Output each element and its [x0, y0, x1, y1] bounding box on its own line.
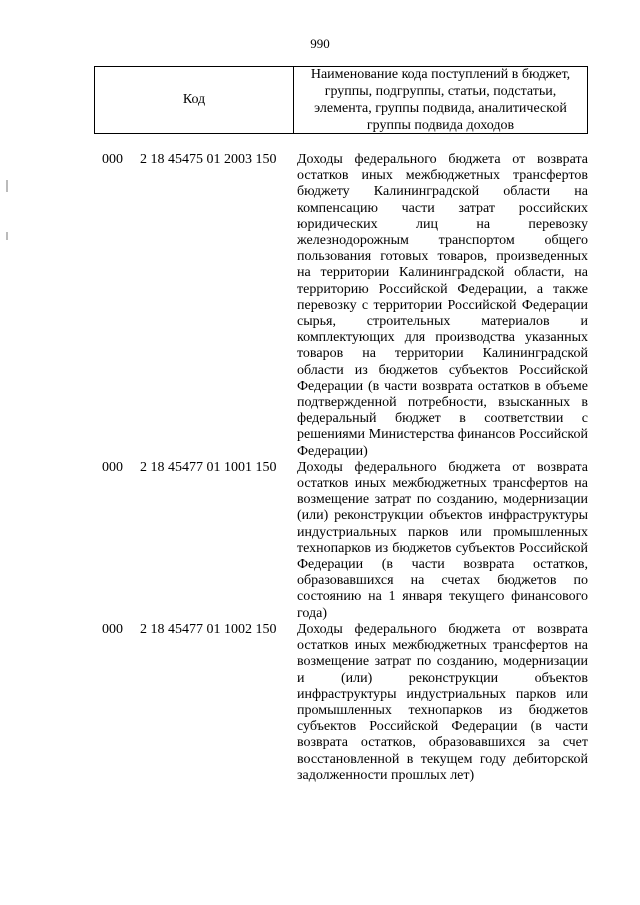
- admin-code: 000: [102, 621, 123, 637]
- table-row: [0, 460, 640, 622]
- revenue-code-list: [0, 152, 640, 784]
- table-header: [94, 66, 588, 134]
- admin-code: 000: [102, 459, 123, 475]
- table-row: [0, 622, 640, 784]
- revenue-code: 2 18 45475 01 2003 150: [140, 152, 277, 167]
- revenue-code: 2 18 45477 01 1002 150: [140, 621, 277, 637]
- revenue-description: Доходы федерального бюджета от возврата остатков иных межбюджетных трансфертов бюджету Калининградской области на компенсацию части затрат российских юридических лиц на перевозку железнодорожным транспортом общего пользования готовых товаров, произведенных на территории Калининградской области, на территорию Российской Федерации, а также перевозку с территории Российской Федерации сырья, строительных материалов и комплектующих для производства указанных товаров на территории Калининградской области из бюджетов субъектов Российской Федерации (в части возврата остатков в объеме подтвержденной потребности, взысканных в федеральный бюджет в соответствии с решениями Министерства финансов Российской Федерации): [297, 152, 588, 459]
- revenue-code: 2 18 45477 01 1001 150: [140, 459, 277, 475]
- admin-code: 000: [102, 152, 123, 167]
- page-number: 990: [310, 36, 330, 51]
- header-code-cell: Код: [95, 67, 294, 133]
- table-row: [0, 152, 640, 460]
- header-name-cell: Наименование кода поступлений в бюджет, группы, подгруппы, статьи, подстатьи, элемента, группы подвида, аналитической группы подвида доходов: [310, 67, 571, 133]
- revenue-description: Доходы федерального бюджета от возврата остатков иных межбюджетных трансфертов на возмещение затрат по созданию, модернизации и (или) реконструкции объектов инфраструктуры индустриальных парков или промышленных технопарков из бюджетов субъектов Российской Федерации (в части возврата остатков, образовавшихся за счет восстановленной в текущем году дебиторской задолженности прошлых лет): [297, 621, 588, 783]
- revenue-description: Доходы федерального бюджета от возврата остатков иных межбюджетных трансфертов на возмещение затрат по созданию, модернизации (или) реконструкции объектов инфраструктуры индустриальных парков или промышленных технопарков из бюджетов субъектов Российской Федерации (в части возврата остатков, образовавшихся на счетах бюджетов по состоянию на 1 января текущего финансового года): [297, 459, 588, 621]
